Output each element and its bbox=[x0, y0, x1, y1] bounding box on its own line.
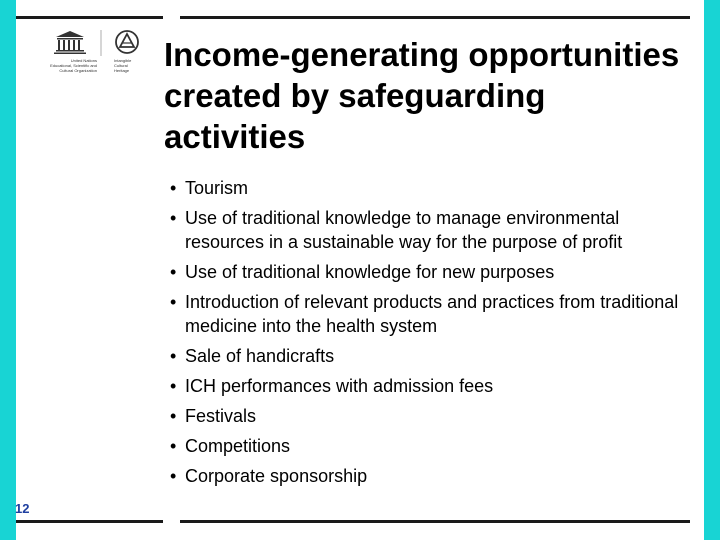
top-left-rule bbox=[16, 16, 163, 19]
bullet-item bbox=[170, 464, 685, 488]
bullet-item bbox=[170, 344, 685, 368]
ich-emblem-icon bbox=[116, 31, 138, 53]
bullet-item bbox=[170, 404, 685, 428]
bullet-dot: • bbox=[170, 292, 177, 312]
bullet-text: Festivals bbox=[185, 406, 257, 426]
bullet-dot: • bbox=[170, 178, 177, 198]
bullet-dot: • bbox=[170, 436, 177, 456]
bullet-dot: • bbox=[170, 346, 177, 366]
bullet-text: Use of traditional knowledge for new purposes bbox=[185, 262, 555, 282]
bullet-dot: • bbox=[170, 406, 177, 426]
bullet-list bbox=[170, 176, 685, 494]
bottom-left-rule bbox=[16, 520, 163, 523]
bullet-text: ICH performances with admission fees bbox=[185, 376, 494, 396]
temple-icon bbox=[54, 31, 86, 54]
unesco-temple-emblem bbox=[33, 28, 148, 58]
ich-label: Intangible Cultural Heritage bbox=[114, 58, 132, 73]
bullet-text: Introduction of relevant products and practices from traditional medicine into the health system bbox=[185, 292, 679, 336]
bullet-item bbox=[170, 374, 685, 398]
bullet-dot: • bbox=[170, 262, 177, 282]
bullet-text: Sale of handicrafts bbox=[185, 346, 335, 366]
top-right-rule bbox=[180, 16, 690, 19]
bullet-item bbox=[170, 260, 685, 284]
bullet-dot: • bbox=[170, 376, 177, 396]
bullet-dot: • bbox=[170, 466, 177, 486]
bullet-text: Corporate sponsorship bbox=[185, 466, 368, 486]
bullet-dot: • bbox=[170, 208, 177, 228]
unesco-ich-logo bbox=[33, 28, 148, 80]
unesco-org-name: United Nations Educational, Scientific and Cultural Organization bbox=[50, 58, 97, 73]
bullet-item bbox=[170, 176, 685, 200]
bullet-text: Use of traditional knowledge to manage environmental resources in a sustainable way for the purpose of profit bbox=[185, 208, 623, 252]
bullet-text: Tourism bbox=[185, 178, 249, 198]
slide-title: Income-generating opportunities created by safeguarding activities bbox=[164, 36, 680, 155]
page-number: 12 bbox=[15, 501, 30, 516]
bullet-item bbox=[170, 206, 685, 254]
bottom-right-rule bbox=[180, 520, 690, 523]
bullet-item bbox=[170, 434, 685, 458]
bullet-text: Competitions bbox=[185, 436, 291, 456]
bullet-item bbox=[170, 290, 685, 338]
